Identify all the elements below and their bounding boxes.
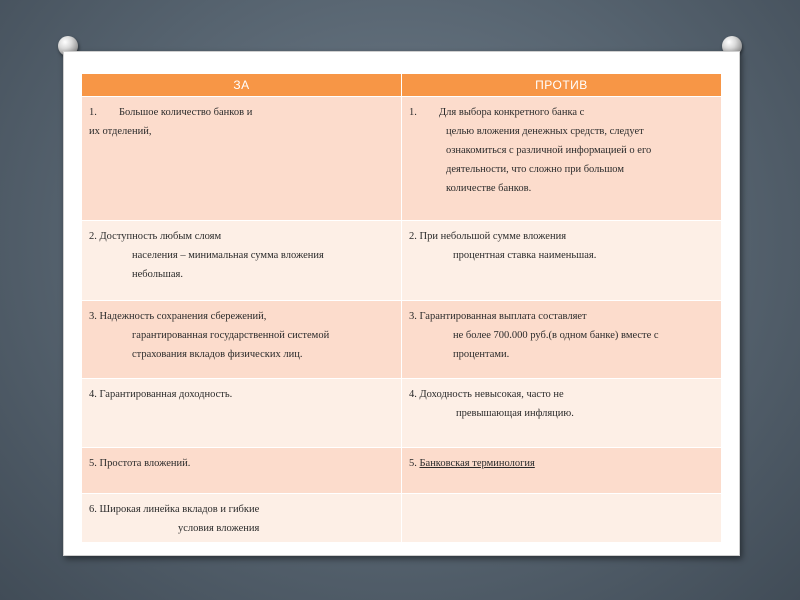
pro-cell-4 (82, 379, 402, 448)
cell-text: 5. (409, 458, 420, 469)
cell-text: 5. Простота вложений. (89, 458, 191, 469)
cell-text: страхования вкладов физических лиц. (132, 349, 303, 360)
table-header-row (82, 74, 722, 97)
cell-text: 2. При небольшой сумме вложения (409, 231, 567, 242)
con-cell-3 (402, 301, 722, 379)
pros-cons-table (81, 73, 722, 543)
cell-text: количестве банков. (446, 183, 532, 194)
list-number: 1. (409, 107, 417, 118)
cell-text: 2. Доступность любым слоям (89, 231, 222, 242)
cell-text: 3. Гарантированная выплата составляет (409, 311, 587, 322)
cell-text: 3. Надежность сохранения сбережений, (89, 311, 267, 322)
pro-cell-3 (82, 301, 402, 379)
pro-cell-1 (82, 97, 402, 221)
header-protiv: ПРОТИВ (402, 74, 722, 97)
table-row (82, 448, 722, 494)
con-cell-5 (402, 448, 722, 494)
list-number: 1. (89, 107, 97, 118)
banking-terminology-link[interactable]: Банковская терминология (419, 458, 535, 469)
table-row (82, 97, 722, 221)
header-za: ЗА (82, 74, 402, 97)
cell-text: населения – минимальная сумма вложения (132, 250, 324, 261)
cell-text: Большое количество банков и (119, 107, 253, 118)
cell-text: гарантированная государственной системой (132, 330, 330, 341)
cell-text: ознакомиться с различной информацией о его (446, 145, 652, 156)
table-row (82, 301, 722, 379)
cell-text: целью вложения денежных средств, следует (446, 126, 644, 137)
table-row (82, 221, 722, 301)
cell-text: небольшая. (132, 269, 183, 280)
pro-cell-5 (82, 448, 402, 494)
cell-text: их отделений, (89, 126, 152, 137)
cell-text: 4. Гарантированная доходность. (89, 389, 233, 400)
table-row (82, 494, 722, 543)
cell-text: деятельности, что сложно при большом (446, 164, 624, 175)
con-cell-1 (402, 97, 722, 221)
slide-paper (63, 51, 740, 556)
cell-text: условия вложения (178, 523, 260, 534)
cell-text: 4. Доходность невысокая, часто не (409, 389, 564, 400)
con-cell-2 (402, 221, 722, 301)
pro-cell-6 (82, 494, 402, 543)
cell-text: процентами. (453, 349, 510, 360)
cell-text: превышающая инфляцию. (456, 408, 574, 419)
cell-text: не более 700.000 руб.(в одном банке) вместе с (453, 330, 659, 341)
con-cell-6 (402, 494, 722, 543)
pro-cell-2 (82, 221, 402, 301)
cell-text: Для выбора конкретного банка с (439, 107, 585, 118)
con-cell-4 (402, 379, 722, 448)
cell-text: 6. Широкая линейка вкладов и гибкие (89, 504, 260, 515)
table-row (82, 379, 722, 448)
cell-text: процентная ставка наименьшая. (453, 250, 597, 261)
